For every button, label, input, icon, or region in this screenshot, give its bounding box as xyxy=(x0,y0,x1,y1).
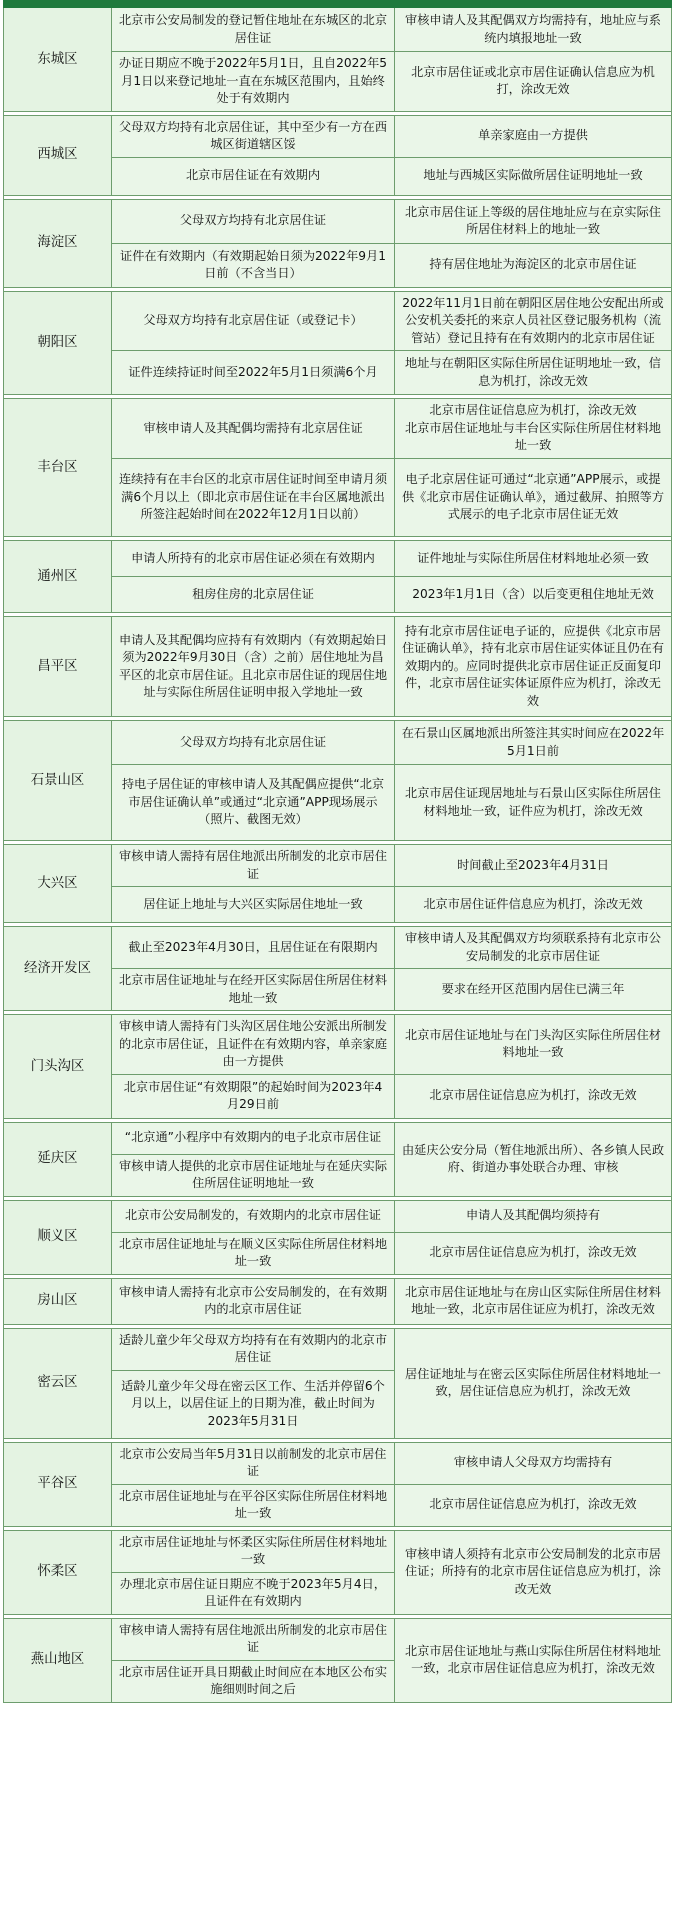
table-row xyxy=(4,1200,672,1232)
requirement-cell: 持电子居住证的审核申请人及其配偶应提供“北京市居住证确认单”或通过“北京通”APP现场展示（照片、截图无效） xyxy=(112,765,395,841)
requirement-cell: 北京市居住证地址与在顺义区实际住所居住材料地址一致 xyxy=(112,1232,395,1274)
district-cell: 海淀区 xyxy=(4,199,112,287)
requirement-cell: 适龄儿童少年父母在密云区工作、生活并停留6个月以上，以居住证上的日期为准，截止时间为2023年5月31日 xyxy=(112,1370,395,1438)
note-cell: 北京市居住证信息应为机打，涂改无效 北京市居住证地址与丰台区实际住所居住材料地址一致 xyxy=(395,399,672,459)
district-cell: 房山区 xyxy=(4,1278,112,1324)
note-cell: 审核申请人及其配偶双方均须联系持有北京市公安局制发的北京市居住证 xyxy=(395,927,672,969)
district-cell: 丰台区 xyxy=(4,399,112,537)
requirement-cell: 截止至2023年4月30日，且居住证在有限期内 xyxy=(112,927,395,969)
note-cell: 北京市居住证或北京市居住证确认信息应为机打，涂改无效 xyxy=(395,52,672,112)
requirement-cell: 父母双方均持有北京居住证（或登记卡） xyxy=(112,291,395,351)
note-cell: 时间截止至2023年4月31日 xyxy=(395,845,672,887)
note-cell: 审核申请人父母双方均需持有 xyxy=(395,1442,672,1484)
note-cell: 持有北京市居住证电子证的，应提供《北京市居住证确认单》，持有北京市居住证实体证且仍在有效期内的。应同时提供北京市居住证正反面复印件，北京市居住证实体证原件应为机打，涂改无效 xyxy=(395,617,672,717)
requirement-cell: 申请人及其配偶均应持有有效期内（有效期起始日须为2022年9月30日（含）之前）居住地址为昌平区的北京市居住证。且北京市居住证的现居住地址与实际住所居住证明申报入学地址一致 xyxy=(112,617,395,717)
table-row xyxy=(4,1278,672,1324)
requirement-cell: 办理北京市居住证日期应不晚于2023年5月4日，且证件在有效期内 xyxy=(112,1572,395,1614)
table-row xyxy=(4,291,672,351)
table-row xyxy=(4,8,672,52)
district-cell: 大兴区 xyxy=(4,845,112,923)
requirement-cell: 北京市居住证地址与怀柔区实际住所居住材料地址一致 xyxy=(112,1530,395,1572)
note-cell: 北京市居住证件信息应为机打，涂改无效 xyxy=(395,887,672,923)
note-cell: 审核申请人及其配偶双方均需持有，地址应与系统内填报地址一致 xyxy=(395,8,672,52)
requirement-cell: 北京市公安局制发的登记暂住地址在东城区的北京居住证 xyxy=(112,8,395,52)
district-requirements-table xyxy=(3,0,672,1703)
table-row xyxy=(4,1530,672,1572)
note-cell: 2023年1月1日（含）以后变更租住地址无效 xyxy=(395,577,672,613)
district-cell: 经济开发区 xyxy=(4,927,112,1011)
requirement-cell: 北京市居住证“有效期限”的起始时间为2023年4月29日前 xyxy=(112,1074,395,1118)
note-cell: 在石景山区属地派出所签注其实时间应在2022年5月1日前 xyxy=(395,721,672,765)
note-cell: 北京市居住证现居地址与石景山区实际住所居住材料地址一致，证件应为机打，涂改无效 xyxy=(395,765,672,841)
table-body xyxy=(4,0,672,1702)
district-cell: 石景山区 xyxy=(4,721,112,841)
header-district xyxy=(4,0,112,8)
note-cell: 由延庆公安分局（暂住地派出所）、各乡镇人民政府、街道办事处联合办理、审核 xyxy=(395,1122,672,1196)
note-cell: 地址与在朝阳区实际住所居住证明地址一致，信息为机打，涂改无效 xyxy=(395,351,672,395)
requirement-cell: 适龄儿童少年父母双方均持有在有效期内的北京市居住证 xyxy=(112,1328,395,1370)
district-cell: 朝阳区 xyxy=(4,291,112,395)
requirement-cell: 审核申请人需持有北京市公安局制发的，在有效期内的北京市居住证 xyxy=(112,1278,395,1324)
note-cell: 北京市居住证地址与燕山实际住所居住材料地址一致，北京市居住证信息应为机打，涂改无效 xyxy=(395,1618,672,1702)
table-row xyxy=(4,927,672,969)
header-requirement xyxy=(112,0,395,8)
requirement-cell: 居住证上地址与大兴区实际居住地址一致 xyxy=(112,887,395,923)
table-row xyxy=(4,1122,672,1154)
note-cell: 持有居住地址为海淀区的北京市居住证 xyxy=(395,243,672,287)
district-cell: 西城区 xyxy=(4,115,112,195)
table-row xyxy=(4,399,672,459)
requirement-cell: 审核申请人及其配偶均需持有北京居住证 xyxy=(112,399,395,459)
table-row xyxy=(4,721,672,765)
requirement-cell: 北京市公安局制发的，有效期内的北京市居住证 xyxy=(112,1200,395,1232)
requirement-cell: 办证日期应不晚于2022年5月1日，且自2022年5月1日以来登记地址一直在东城区范围内，且始终处于有效期内 xyxy=(112,52,395,112)
requirement-cell: 北京市居住证开具日期截止时间应在本地区公布实施细则时间之后 xyxy=(112,1660,395,1702)
note-cell: 地址与西城区实际做所居住证明地址一致 xyxy=(395,157,672,195)
requirement-cell: 父母双方均持有北京居住证 xyxy=(112,199,395,243)
requirement-cell: 租房住房的北京居住证 xyxy=(112,577,395,613)
district-cell: 燕山地区 xyxy=(4,1618,112,1702)
requirement-cell: 连续持有在丰台区的北京市居住证时间至申请月须满6个月以上（即北京市居住证在丰台区属地派出所签注起始时间在2022年12月1日以前） xyxy=(112,459,395,537)
table-row xyxy=(4,1442,672,1484)
table-row xyxy=(4,617,672,717)
requirement-cell: “北京通”小程序中有效期内的电子北京市居住证 xyxy=(112,1122,395,1154)
note-cell: 2022年11月1日前在朝阳区居住地公安配出所或公安机关委托的来京人员社区登记服务机构（流管站）登记且持有在有效期内的北京市居住证 xyxy=(395,291,672,351)
requirement-cell: 审核申请人需持有居住地派出所制发的北京市居住证 xyxy=(112,845,395,887)
requirement-cell: 北京市居住证在有效期内 xyxy=(112,157,395,195)
note-cell: 北京市居住证上等级的居住地址应与在京实际住所居住材料上的地址一致 xyxy=(395,199,672,243)
requirement-cell: 审核申请人需持有门头沟区居住地公安派出所制发的北京市居住证，且证件在有效期内容，单亲家庭由一方提供 xyxy=(112,1015,395,1075)
table-row xyxy=(4,1328,672,1370)
district-cell: 通州区 xyxy=(4,541,112,613)
note-cell: 电子北京居住证可通过“北京通”APP展示，或提供《北京市居住证确认单》，通过截屏、拍照等方式展示的电子北京市居住证无效 xyxy=(395,459,672,537)
requirement-cell: 审核申请人提供的北京市居住证地址与在延庆实际住所居住证明地址一致 xyxy=(112,1154,395,1196)
requirement-cell: 审核申请人需持有居住地派出所制发的北京市居住证 xyxy=(112,1618,395,1660)
note-cell: 申请人及其配偶均须持有 xyxy=(395,1200,672,1232)
table-header-row xyxy=(4,0,672,8)
requirement-cell: 证件在有效期内（有效期起始日须为2022年9月1日前（不含当日） xyxy=(112,243,395,287)
requirement-cell: 证件连续持证时间至2022年5月1日须满6个月 xyxy=(112,351,395,395)
requirement-cell: 北京市居住证地址与在平谷区实际住所居住材料地址一致 xyxy=(112,1484,395,1526)
table-row xyxy=(4,541,672,577)
note-cell: 证件地址与实际住所居住材料地址必须一致 xyxy=(395,541,672,577)
note-cell: 要求在经开区范围内居住已满三年 xyxy=(395,969,672,1011)
note-cell: 居住证地址与在密云区实际住所居住材料地址一致，居住证信息应为机打，涂改无效 xyxy=(395,1328,672,1438)
requirement-cell: 申请人所持有的北京市居住证必须在有效期内 xyxy=(112,541,395,577)
district-cell: 东城区 xyxy=(4,8,112,112)
note-cell: 北京市居住证地址与在房山区实际住所居住材料地址一致，北京市居住证应为机打，涂改无效 xyxy=(395,1278,672,1324)
table-row xyxy=(4,115,672,157)
note-cell: 北京市居住证信息应为机打，涂改无效 xyxy=(395,1232,672,1274)
district-cell: 平谷区 xyxy=(4,1442,112,1526)
table-row xyxy=(4,845,672,887)
requirement-cell: 父母双方均持有北京居住证，其中至少有一方在西城区街道辖区馁 xyxy=(112,115,395,157)
requirement-cell: 父母双方均持有北京居住证 xyxy=(112,721,395,765)
note-cell: 审核申请人须持有北京市公安局制发的北京市居住证；所持有的北京市居住证信息应为机打，涂改无效 xyxy=(395,1530,672,1614)
district-cell: 延庆区 xyxy=(4,1122,112,1196)
note-cell: 北京市居住证信息应为机打，涂改无效 xyxy=(395,1484,672,1526)
district-cell: 怀柔区 xyxy=(4,1530,112,1614)
table-row xyxy=(4,1618,672,1660)
note-cell: 单亲家庭由一方提供 xyxy=(395,115,672,157)
header-note xyxy=(395,0,672,8)
district-cell: 门头沟区 xyxy=(4,1015,112,1119)
note-cell: 北京市居住证地址与在门头沟区实际住所居住材料地址一致 xyxy=(395,1015,672,1075)
district-cell: 顺义区 xyxy=(4,1200,112,1274)
requirement-cell: 北京市居住证地址与在经开区实际居住所居住材料地址一致 xyxy=(112,969,395,1011)
table-row xyxy=(4,1015,672,1075)
note-cell: 北京市居住证信息应为机打，涂改无效 xyxy=(395,1074,672,1118)
district-cell: 昌平区 xyxy=(4,617,112,717)
table-row xyxy=(4,199,672,243)
requirement-cell: 北京市公安局当年5月31日以前制发的北京市居住证 xyxy=(112,1442,395,1484)
district-cell: 密云区 xyxy=(4,1328,112,1438)
